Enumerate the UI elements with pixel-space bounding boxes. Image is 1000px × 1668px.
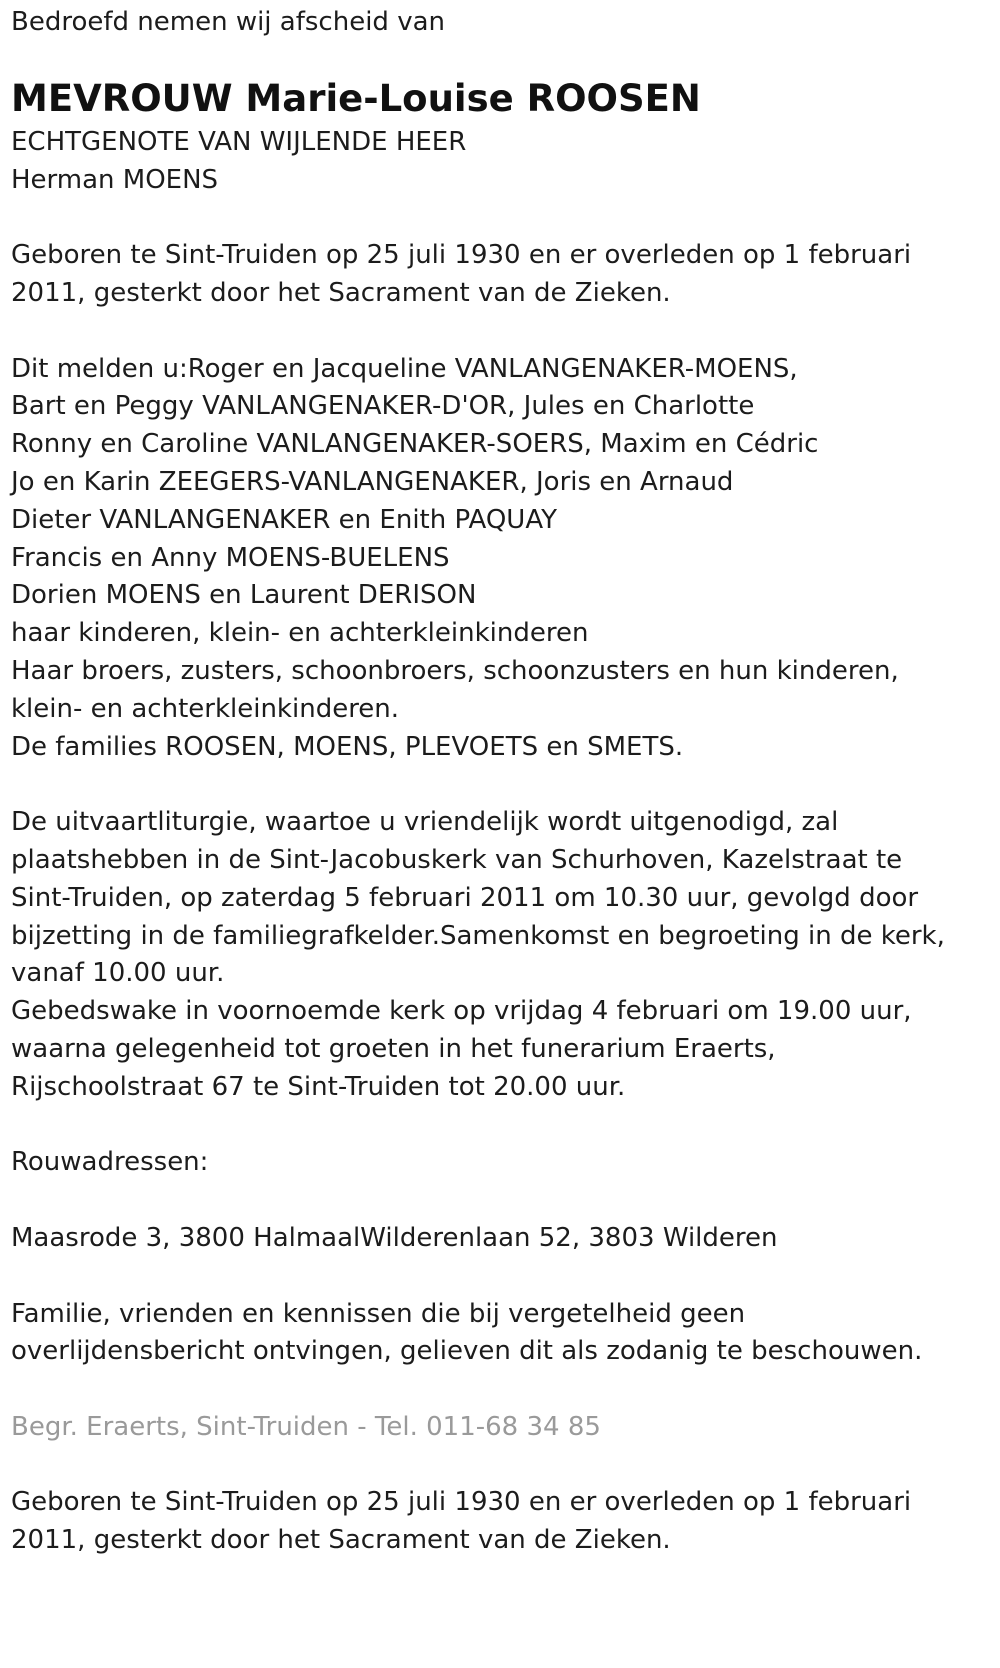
birth-death-paragraph xyxy=(11,237,986,313)
announcer-line: haar kinderen, klein- en achterkleinkinderen xyxy=(11,618,589,649)
announcers-paragraph xyxy=(11,351,986,767)
paragraph-line: Geboren te Sint-Truiden op 25 juli 1930 en er overleden op 1 februari xyxy=(11,1487,912,1518)
spouse-name: Herman MOENS xyxy=(11,164,219,195)
spacer xyxy=(11,766,986,804)
spacer xyxy=(11,313,986,351)
announcer-line: Francis en Anny MOENS-BUELENS xyxy=(11,542,450,573)
obituary-document xyxy=(11,4,986,1560)
paragraph-line: 2011, gesterkt door het Sacrament van de Zieken. xyxy=(11,277,671,308)
notice-line: overlijdensbericht ontvingen, gelieven dit als zodanig te beschouwen. xyxy=(11,1336,923,1367)
notice-paragraph xyxy=(11,1296,986,1372)
birth-death-paragraph-repeat xyxy=(11,1484,986,1560)
announcer-line: Dieter VANLANGENAKER en Enith PAQUAY xyxy=(11,504,557,535)
paragraph-line: Geboren te Sint-Truiden op 25 juli 1930 en er overleden op 1 februari xyxy=(11,240,912,271)
announcer-line: klein- en achterkleinkinderen. xyxy=(11,693,400,724)
announcer-line: Jo en Karin ZEEGERS-VANLANGENAKER, Joris en Arnaud xyxy=(11,466,734,497)
addresses-text: Maasrode 3, 3800 HalmaalWilderenlaan 52, 3803 Wilderen xyxy=(11,1222,778,1253)
announcer-line: Dorien MOENS en Laurent DERISON xyxy=(11,580,477,611)
spacer xyxy=(11,1447,986,1485)
announcer-line: Ronny en Caroline VANLANGENAKER-SOERS, Maxim en Cédric xyxy=(11,429,819,460)
paragraph-line: 2011, gesterkt door het Sacrament van de Zieken. xyxy=(11,1525,671,1556)
funeral-line: vanaf 10.00 uur. xyxy=(11,958,225,989)
announcer-line: Dit melden u:Roger en Jacqueline VANLANGENAKER-MOENS, xyxy=(11,353,798,384)
spacer xyxy=(11,1371,986,1409)
spacer xyxy=(11,1258,986,1296)
addresses-label: Rouwadressen: xyxy=(11,1147,209,1178)
funeral-line: waarna gelegenheid tot groeten in het funerarium Eraerts, xyxy=(11,1033,776,1064)
funeral-line: bijzetting in de familiegrafkelder.Samenkomst en begroeting in de kerk, xyxy=(11,920,945,951)
notice-line: Familie, vrienden en kennissen die bij vergetelheid geen xyxy=(11,1298,746,1329)
intro-text: Bedroefd nemen wij afscheid van xyxy=(11,7,445,37)
funeral-paragraph xyxy=(11,804,986,1106)
announcer-line: Haar broers, zusters, schoonbroers, schoonzusters en hun kinderen, xyxy=(11,655,899,686)
spacer xyxy=(11,1182,986,1220)
funeral-line: plaatshebben in de Sint-Jacobuskerk van Schurhoven, Kazelstraat te xyxy=(11,844,903,875)
undertaker-contact: Begr. Eraerts, Sint-Truiden - Tel. 011-68 34 85 xyxy=(11,1411,601,1442)
announcer-line: De families ROOSEN, MOENS, PLEVOETS en SMETS. xyxy=(11,731,684,762)
funeral-line: Rijschoolstraat 67 te Sint-Truiden tot 20.00 uur. xyxy=(11,1071,626,1102)
funeral-line: Gebedswake in voornoemde kerk op vrijdag 4 februari om 19.00 uur, xyxy=(11,996,912,1027)
spacer xyxy=(11,1107,986,1145)
funeral-line: De uitvaartliturgie, waartoe u vriendelijk wordt uitgenodigd, zal xyxy=(11,807,839,838)
deceased-name: MEVROUW Marie-Louise ROOSEN xyxy=(11,76,701,120)
spouse-title: ECHTGENOTE VAN WIJLENDE HEER xyxy=(11,126,467,157)
announcer-line: Bart en Peggy VANLANGENAKER-D'OR, Jules en Charlotte xyxy=(11,391,755,422)
spacer xyxy=(11,199,986,237)
funeral-line: Sint-Truiden, op zaterdag 5 februari 2011 om 10.30 uur, gevolgd door xyxy=(11,882,919,913)
